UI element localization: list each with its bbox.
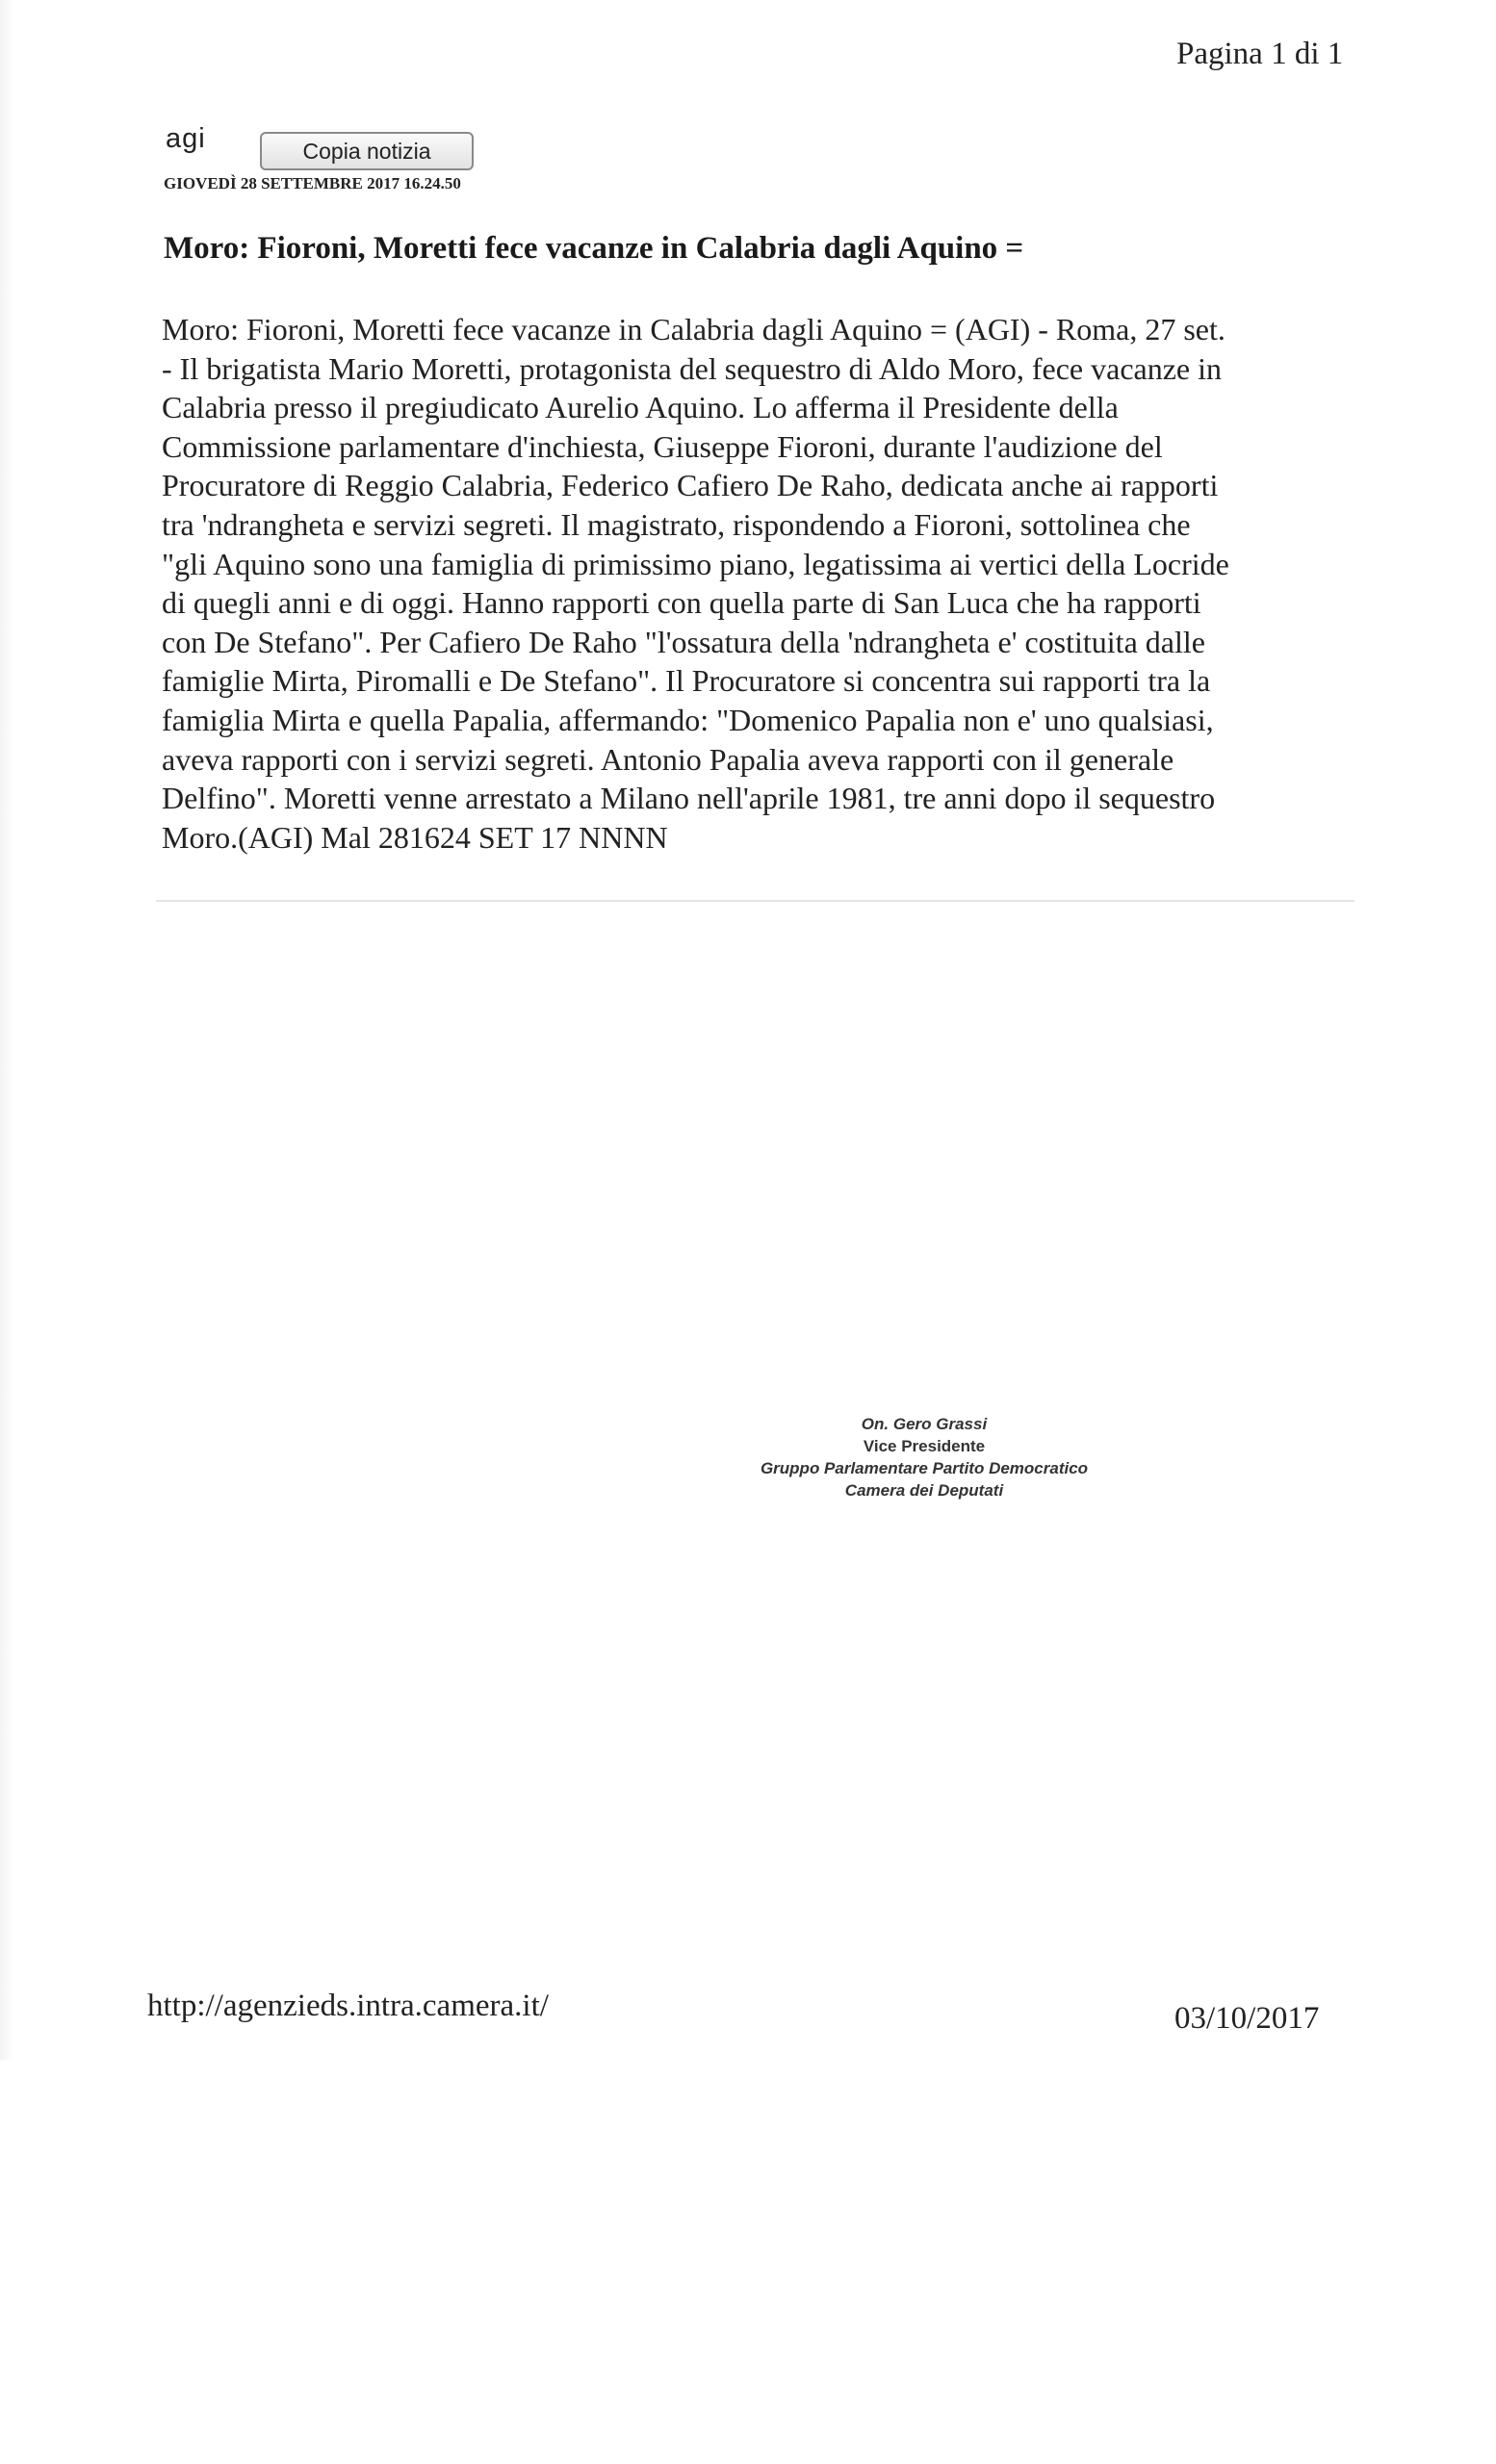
article-body-line: Moro.(AGI) Mal 281624 SET 17 NNNN (162, 819, 668, 855)
article-body-line: Procuratore di Reggio Calabria, Federico Cafiero De Raho, dedicata anche ai rapporti (162, 468, 1219, 503)
page-number: Pagina 1 di 1 (1176, 37, 1344, 71)
copy-notizia-button[interactable]: Copia notizia (260, 132, 474, 170)
footer-date: 03/10/2017 (1174, 2001, 1320, 2036)
article-body-line: Calabria presso il pregiudicato Aurelio Aquino. Lo afferma il Presidente della (162, 390, 1119, 425)
stamp-name: On. Gero Grassi (861, 1415, 988, 1433)
signature-stamp (674, 1413, 1174, 1502)
article-body-line: tra 'ndrangheta e servizi segreti. Il magistrato, rispondendo a Fioroni, sottolinea che (162, 506, 1191, 542)
article-body-line: "gli Aquino sono una famiglia di primissimo piano, legatissima ai vertici della Locride (162, 546, 1229, 581)
article-body-line: con De Stefano". Per Cafiero De Raho "l'ossatura della 'ndrangheta e' costituita dalle (162, 624, 1205, 659)
agi-logo: agi (166, 123, 206, 154)
article-body-line: famiglie Mirta, Piromalli e De Stefano". Il Procuratore si concentra sui rapporti tra la (162, 663, 1211, 699)
article-body (162, 310, 1355, 857)
article-body-line: Delfino". Moretti venne arrestato a Milano nell'aprile 1981, tre anni dopo il sequestro (162, 781, 1216, 816)
article-body-line: aveva rapporti con i servizi segreti. Antonio Papalia aveva rapporti con il generale (162, 741, 1174, 777)
article-headline: Moro: Fioroni, Moretti fece vacanze in Calabria dagli Aquino = (164, 231, 1024, 266)
stamp-chamber: Camera dei Deputati (844, 1481, 1004, 1500)
footer-url: http://agenzieds.intra.camera.it/ (147, 1989, 549, 2023)
stamp-role: Vice Presidente (863, 1437, 986, 1455)
content-separator (156, 900, 1354, 902)
article-body-line: - Il brigatista Mario Moretti, protagonista del sequestro di Aldo Moro, fece vacanze in (162, 350, 1223, 386)
stamp-group: Gruppo Parlamentare Partito Democratico (760, 1459, 1089, 1477)
article-body-line: famiglia Mirta e quella Papalia, affermando: "Domenico Papalia non e' uno qualsiasi, (162, 702, 1214, 737)
article-body-line: Moro: Fioroni, Moretti fece vacanze in Calabria dagli Aquino = (AGI) - Roma, 27 set. (162, 312, 1225, 346)
article-body-line: Commissione parlamentare d'inchiesta, Giuseppe Fioroni, durante l'audizione del (162, 428, 1163, 464)
article-body-line: di quegli anni e di oggi. Hanno rapporti con quella parte di San Luca che ha rapporti (162, 585, 1201, 621)
article-dateline: GIOVEDÌ 28 SETTEMBRE 2017 16.24.50 (164, 174, 461, 192)
scan-edge-shadow (0, 0, 13, 2060)
